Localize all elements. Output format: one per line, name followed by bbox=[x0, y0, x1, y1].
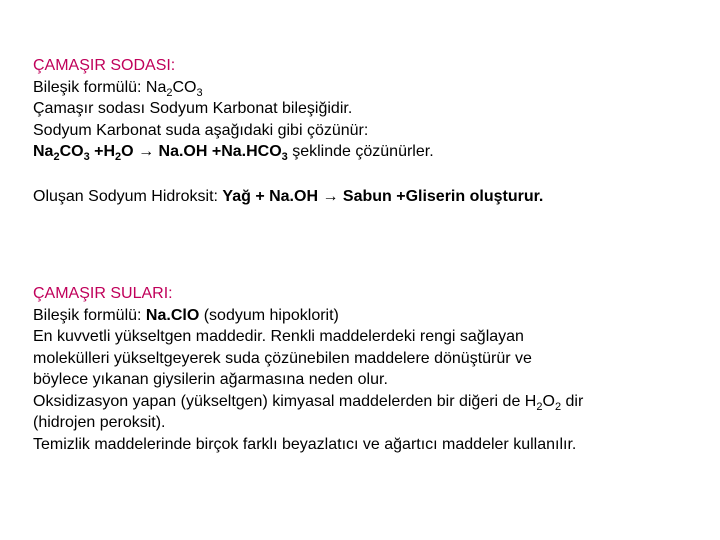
soda-reaction-line bbox=[33, 141, 434, 163]
bleach-text-1: En kuvvetli yükseltgen maddedir. Renkli maddelerdeki rengi sağlayan bbox=[33, 328, 524, 345]
bleach-formula-label: Bileşik formülü: bbox=[33, 306, 146, 324]
soda-section bbox=[33, 55, 434, 163]
bleach-formula-name: (sodyum hipoklorit) bbox=[199, 306, 339, 324]
soda-description: Çamaşır sodası Sodyum Karbonat bileşiğidir. bbox=[33, 100, 353, 117]
bleach-section bbox=[33, 283, 583, 455]
bleach-closing-text: Temizlik maddelerinde birçok farklı beyazlatıcı ve ağartıcı maddeler kullanılır. bbox=[33, 435, 577, 453]
bleach-heading: ÇAMAŞIR SULARI: bbox=[33, 285, 173, 302]
bleach-formula: Na.ClO bbox=[145, 306, 200, 324]
soda-formula-line bbox=[33, 77, 434, 99]
bleach-text-2: molekülleri yükseltgeyerek suda çözünebilen maddelere dönüştürür ve bbox=[33, 349, 532, 367]
soda-formula: $Na_2CO_3$ bbox=[145, 78, 203, 99]
soda-reaction-equation: $Na_2CO_3 +H_2O \to Na.OH +Na.HCO_3$ bbox=[33, 143, 288, 163]
bleach-peroxide-line: Oksidizasyon yapan (yükseltgen) kimyasal maddelerden bir diğeri de $H_2O_2$ dir bbox=[33, 392, 584, 413]
soda-dissolve-text: Sodyum Karbonat suda aşağıdaki gibi çözünür: bbox=[33, 121, 369, 139]
soda-reaction-suffix: şeklinde çözünürler. bbox=[287, 143, 434, 160]
hydroxide-line bbox=[33, 186, 543, 208]
bleach-peroxide-name: (hidrojen peroksit). bbox=[33, 414, 166, 431]
bleach-formula-line bbox=[33, 305, 583, 327]
bleach-text-3: böylece yıkanan giysilerin ağarmasına neden olur. bbox=[33, 371, 388, 388]
hydroxide-reaction: Yağ + Na.OH → Sabun +Gliserin oluşturur. bbox=[222, 188, 544, 205]
hydroxide-section bbox=[33, 186, 543, 208]
soda-formula-label: Bileşik formülü: bbox=[33, 78, 146, 96]
soda-heading: ÇAMAŞIR SODASI: bbox=[33, 57, 176, 74]
hydroxide-label: Oluşan Sodyum Hidroksit: bbox=[33, 188, 223, 205]
